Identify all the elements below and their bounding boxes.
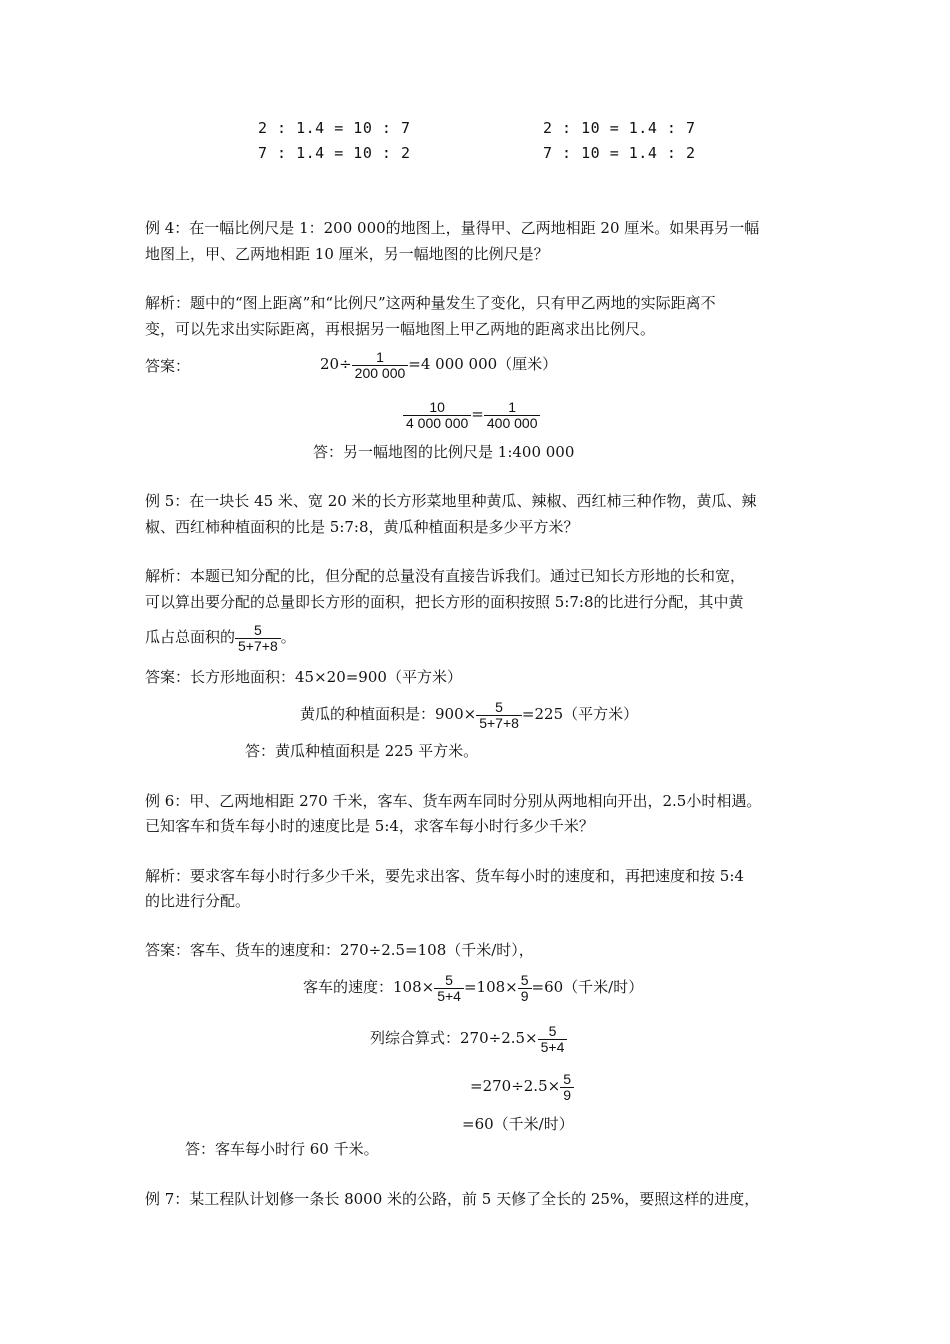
- ex6-speed-post: =60（千米/时）: [531, 978, 644, 996]
- ex4-calc1-post: =4 000 000（厘米）: [408, 355, 558, 373]
- ex6-answer-line1: 答案：客车、货车的速度和：270÷2.5=108（千米/时），: [145, 941, 534, 959]
- fraction-numerator: 5: [434, 973, 464, 989]
- ratio-left-1: 2 : 1.4 = 10 : 7: [258, 119, 411, 137]
- fraction-numerator: 10: [403, 400, 471, 416]
- ex5-final-answer: 答：黄瓜种植面积是 225 平方米。: [245, 742, 479, 760]
- ex4-answer-label: 答案：: [145, 357, 191, 375]
- ex6-question-line2: 已知客车和货车每小时的速度比是 5:4，求客车每小时行多少千米？: [145, 817, 594, 835]
- ratio-right-2: 7 : 10 = 1.4 : 2: [543, 144, 696, 162]
- ex6-speed-pre: 客车的速度：108×: [303, 978, 435, 996]
- ex6-speed-mid: =108×: [463, 978, 518, 996]
- fraction-denominator: 4 000 000: [406, 414, 469, 431]
- ex5-analysis-line1: 解析：本题已知分配的比，但分配的总量没有直接告诉我们。通过已知长方形地的长和宽，: [145, 567, 746, 585]
- ex6-combined-formula: [370, 1018, 567, 1058]
- fraction-numerator: 1: [352, 350, 409, 366]
- ex4-question-line2: 地图上，甲、乙两地相距 10 厘米，另一幅地图的比例尺是？: [145, 245, 549, 263]
- ex4-calc1: [320, 346, 557, 382]
- fraction-denominator: 5+7+8: [479, 714, 519, 731]
- ex4-calc2: [403, 396, 540, 432]
- fraction-numerator: 5: [560, 1072, 574, 1088]
- ex5-answer-line1: 答案：长方形地面积：45×20=900（平方米）: [145, 668, 462, 686]
- ex4-calc2-equals: =: [471, 405, 484, 423]
- fraction-numerator: 5: [476, 700, 522, 716]
- ex4-question-line1: 例 4：在一幅比例尺是 1：200 000的地图上，量得甲、乙两地相距 20 厘米。如果再另一幅: [145, 219, 760, 237]
- ex5-answer-line2-pre: 黄瓜的种植面积是：900×: [300, 705, 477, 723]
- ex6-step2: [470, 1066, 574, 1106]
- fraction-denominator: 9: [520, 987, 529, 1004]
- ex4-analysis-line1: 解析：题中的“图上距离”和“比例尺”这两种量发生了变化，只有甲乙两地的实际距离不: [145, 294, 716, 312]
- fraction-denominator: 200 000: [354, 364, 406, 381]
- ex4-calc2-fraction-right: [484, 400, 541, 431]
- ex5-question-line1: 例 5：在一块长 45 米、宽 20 米的长方形菜地里种黄瓜、辣椒、西红柿三种作物，黄瓜、辣: [145, 492, 757, 510]
- ex4-analysis-line2: 变，可以先求出实际距离，再根据另一幅地图上甲乙两地的距离求出比例尺。: [145, 320, 656, 338]
- fraction-denominator: 5+4: [540, 1038, 565, 1055]
- ex6-speed-fraction-1: [434, 973, 464, 1004]
- ex5-answer-line2: [300, 694, 638, 734]
- fraction-denominator: 5+7+8: [238, 637, 278, 654]
- ex5-question-line2: 椒、西红柿种植面积的比是 5:7:8，黄瓜种植面积是多少平方米？: [145, 518, 579, 536]
- ex4-calc1-pre: 20÷: [320, 355, 352, 373]
- ex5-answer-line2-post: =225（平方米）: [521, 705, 639, 723]
- ex5-analysis-line3-post: 。: [280, 628, 296, 646]
- ex6-step3: =60（千米/时）: [462, 1115, 574, 1133]
- ex6-step2-pre: =270÷2.5×: [470, 1077, 561, 1095]
- ratio-right-1: 2 : 10 = 1.4 : 7: [543, 119, 696, 137]
- ex4-calc2-fraction-left: [403, 400, 471, 431]
- ex6-step2-fraction: [560, 1072, 574, 1103]
- fraction-denominator: 400 000: [486, 414, 538, 431]
- ex5-analysis-line3-pre: 瓜占总面积的: [145, 628, 236, 646]
- ex6-combined-pre: 列综合算式：270÷2.5×: [370, 1029, 538, 1047]
- fraction-denominator: 5+4: [437, 987, 461, 1004]
- ex7-question-line1: 例 7：某工程队计划修一条长 8000 米的公路，前 5 天修了全长的 25%，要照这样的进度，: [145, 1190, 760, 1208]
- fraction-numerator: 5: [538, 1024, 568, 1040]
- ratio-left-2: 7 : 1.4 = 10 : 2: [258, 144, 411, 162]
- ex6-analysis-line2: 的比进行分配。: [145, 892, 251, 910]
- fraction-numerator: 5: [518, 973, 532, 989]
- ex4-calc1-fraction: [352, 350, 409, 381]
- ex6-analysis-line1: 解析：要求客车每小时行多少千米，要先求出客、货车每小时的速度和，再把速度和按 5:4: [145, 867, 744, 885]
- ex6-speed-calc: [303, 967, 643, 1007]
- fraction-numerator: 1: [484, 400, 541, 416]
- ex5-analysis-line3: [145, 617, 296, 657]
- ex6-final-answer: 答：客车每小时行 60 千米。: [185, 1140, 379, 1158]
- ex6-question-line1: 例 6：甲、乙两地相距 270 千米，客车、货车两车同时分别从两地相向开出，2.5小时相遇。: [145, 792, 762, 810]
- ex6-combined-fraction: [538, 1024, 568, 1055]
- ex4-final-answer: 答：另一幅地图的比例尺是 1:400 000: [313, 443, 575, 461]
- fraction-numerator: 5: [235, 623, 281, 639]
- ex5-answer-fraction: [476, 700, 522, 731]
- ex5-analysis-line2: 可以算出要分配的总量即长方形的面积，把长方形的面积按照 5:7:8的比进行分配，其中黄: [145, 593, 744, 611]
- ex5-analysis-fraction: [235, 623, 281, 654]
- ex6-speed-fraction-2: [518, 973, 532, 1004]
- fraction-denominator: 9: [563, 1086, 571, 1103]
